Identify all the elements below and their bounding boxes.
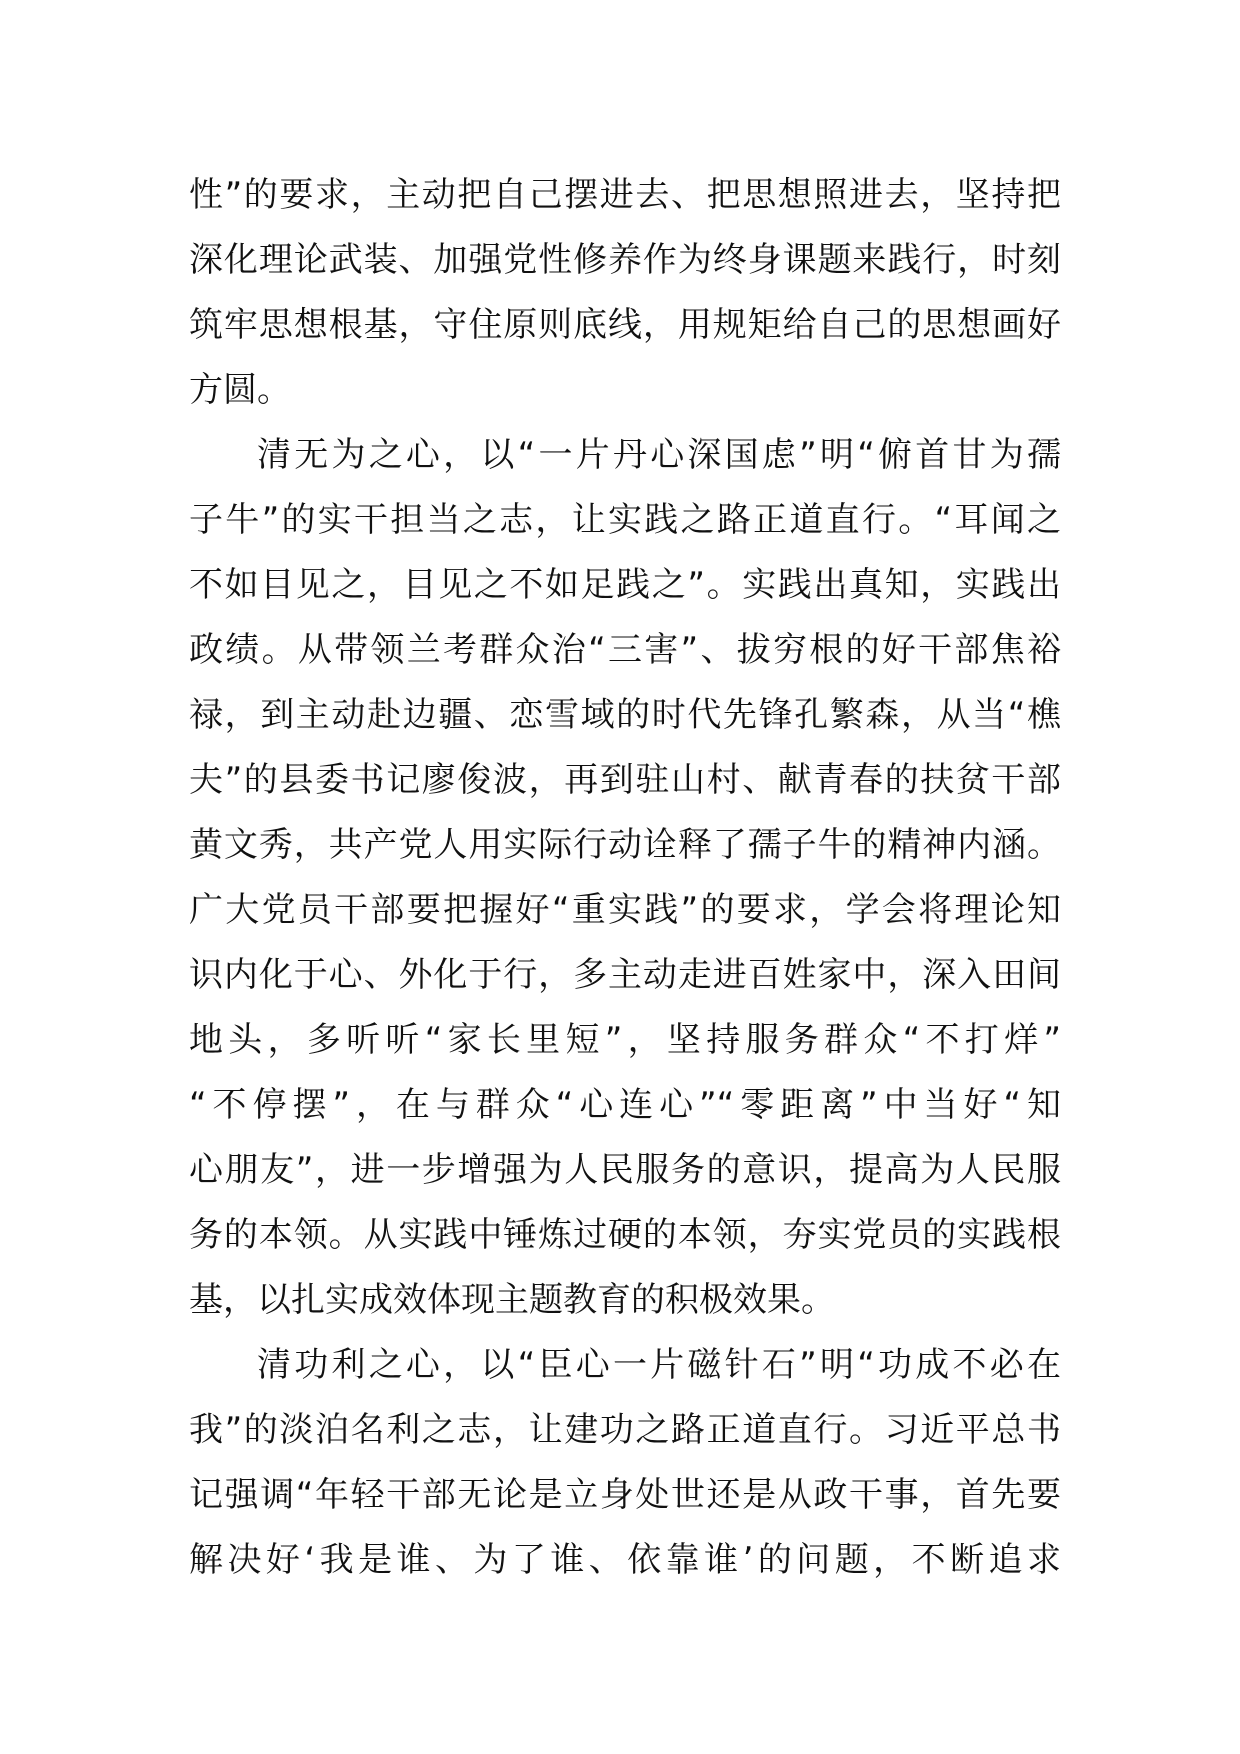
- text-line: 清无为之心，以“一片丹心深国虑”明“俯首甘为孺: [257, 435, 1061, 475]
- text-line: 夫”的县委书记廖俊波，再到驻山村、献青春的扶贫干部: [189, 760, 1061, 800]
- text-line: 心朋友”，进一步增强为人民服务的意识，提高为人民服: [189, 1150, 1061, 1190]
- text-line: 不如目见之，目见之不如足践之”。实践出真知，实践出: [189, 565, 1061, 605]
- text-line: 广大党员干部要把握好“重实践”的要求，学会将理论知: [189, 890, 1061, 930]
- body-text: [189, 163, 1061, 1593]
- text-line: 我”的淡泊名利之志，让建功之路正道直行。习近平总书: [189, 1410, 1061, 1450]
- text-line: 方圆。: [189, 370, 291, 410]
- text-line: 黄文秀，共产党人用实际行动诠释了孺子牛的精神内涵。: [189, 825, 1061, 865]
- text-line: 地头，多听听“家长里短”，坚持服务群众“不打烊”: [189, 1020, 1061, 1060]
- text-line: 政绩。从带领兰考群众治“三害”、拔穷根的好干部焦裕: [189, 630, 1061, 670]
- text-line: 务的本领。从实践中锤炼过硬的本领，夯实党员的实践根: [189, 1215, 1061, 1255]
- text-line: 深化理论武装、加强党性修养作为终身课题来践行，时刻: [189, 240, 1061, 280]
- text-line: 清功利之心，以“臣心一片磁针石”明“功成不必在: [257, 1345, 1061, 1385]
- text-line: 识内化于心、外化于行，多主动走进百姓家中，深入田间: [189, 955, 1061, 995]
- text-line: 筑牢思想根基，守住原则底线，用规矩给自己的思想画好: [189, 305, 1061, 345]
- text-line: “不停摆”，在与群众“心连心”“零距离”中当好“知: [189, 1085, 1061, 1125]
- text-line: 解决好‘我是谁、为了谁、依靠谁’的问题，不断追求: [189, 1540, 1061, 1580]
- text-line: 性”的要求，主动把自己摆进去、把思想照进去，坚持把: [189, 175, 1061, 215]
- text-line: 记强调“年轻干部无论是立身处世还是从政干事，首先要: [189, 1475, 1061, 1515]
- text-line: 子牛”的实干担当之志，让实践之路正道直行。“耳闻之: [189, 500, 1061, 540]
- text-line: 禄，到主动赴边疆、恋雪域的时代先锋孔繁森，从当“樵: [189, 695, 1061, 735]
- text-line: 基，以扎实成效体现主题教育的积极效果。: [189, 1280, 835, 1320]
